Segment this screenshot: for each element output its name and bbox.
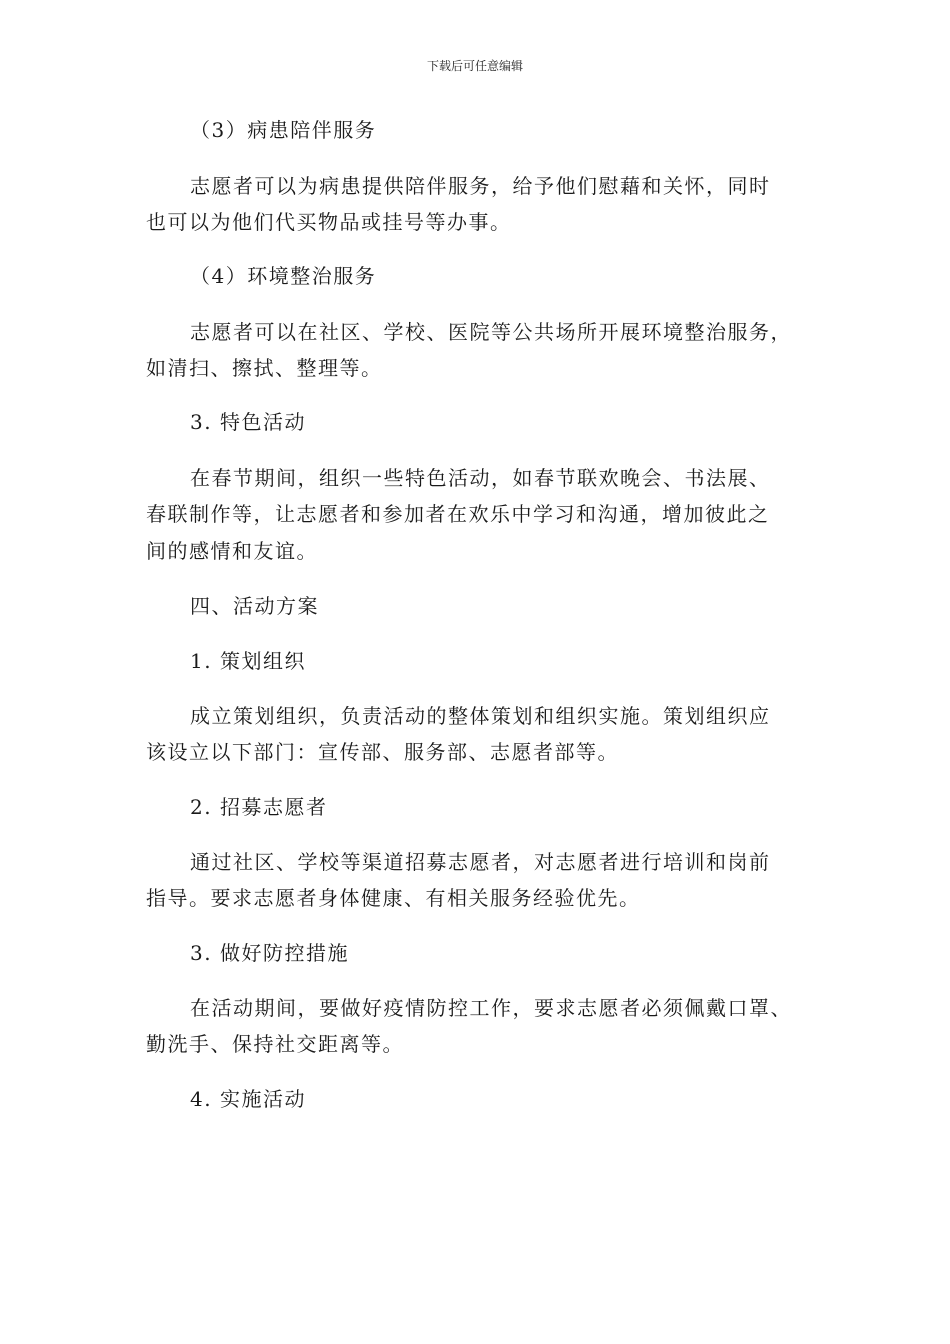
paragraph-line: 该设立以下部门：宣传部、服务部、志愿者部等。 xyxy=(146,740,619,764)
paragraph-line: 如清扫、擦拭、整理等。 xyxy=(146,356,383,380)
subheading-prevention: 3. 做好防控措施 xyxy=(190,941,349,965)
subheading-environment: （4）环境整治服务 xyxy=(190,264,377,288)
paragraph-line: 指导。要求志愿者身体健康、有相关服务经验优先。 xyxy=(146,886,641,910)
paragraph-line: 志愿者可以在社区、学校、医院等公共场所开展环境整治服务， xyxy=(190,320,792,344)
paragraph-line: 志愿者可以为病患提供陪伴服务，给予他们慰藉和关怀，同时 xyxy=(190,174,771,198)
subheading-implement: 4. 实施活动 xyxy=(190,1087,306,1111)
paragraph-line: 成立策划组织，负责活动的整体策划和组织实施。策划组织应 xyxy=(190,704,771,728)
section-heading-plan: 四、活动方案 xyxy=(190,594,319,618)
paragraph-line: 也可以为他们代买物品或挂号等办事。 xyxy=(146,210,512,234)
paragraph-line: 春联制作等，让志愿者和参加者在欢乐中学习和沟通，增加彼此之 xyxy=(146,502,770,526)
subheading-recruit: 2. 招募志愿者 xyxy=(190,795,328,819)
paragraph-line: 在春节期间，组织一些特色活动，如春节联欢晚会、书法展、 xyxy=(190,466,771,490)
paragraph-line: 通过社区、学校等渠道招募志愿者，对志愿者进行培训和岗前 xyxy=(190,850,771,874)
paragraph-line: 在活动期间，要做好疫情防控工作，要求志愿者必须佩戴口罩、 xyxy=(190,996,792,1020)
subheading-special-activities: 3. 特色活动 xyxy=(190,410,306,434)
subheading-planning: 1. 策划组织 xyxy=(190,649,306,673)
subheading-patient-companion: （3）病患陪伴服务 xyxy=(190,118,377,142)
page-header-note: 下载后可任意编辑 xyxy=(426,59,523,73)
paragraph-line: 间的感情和友谊。 xyxy=(146,539,318,563)
paragraph-line: 勤洗手、保持社交距离等。 xyxy=(146,1032,404,1056)
